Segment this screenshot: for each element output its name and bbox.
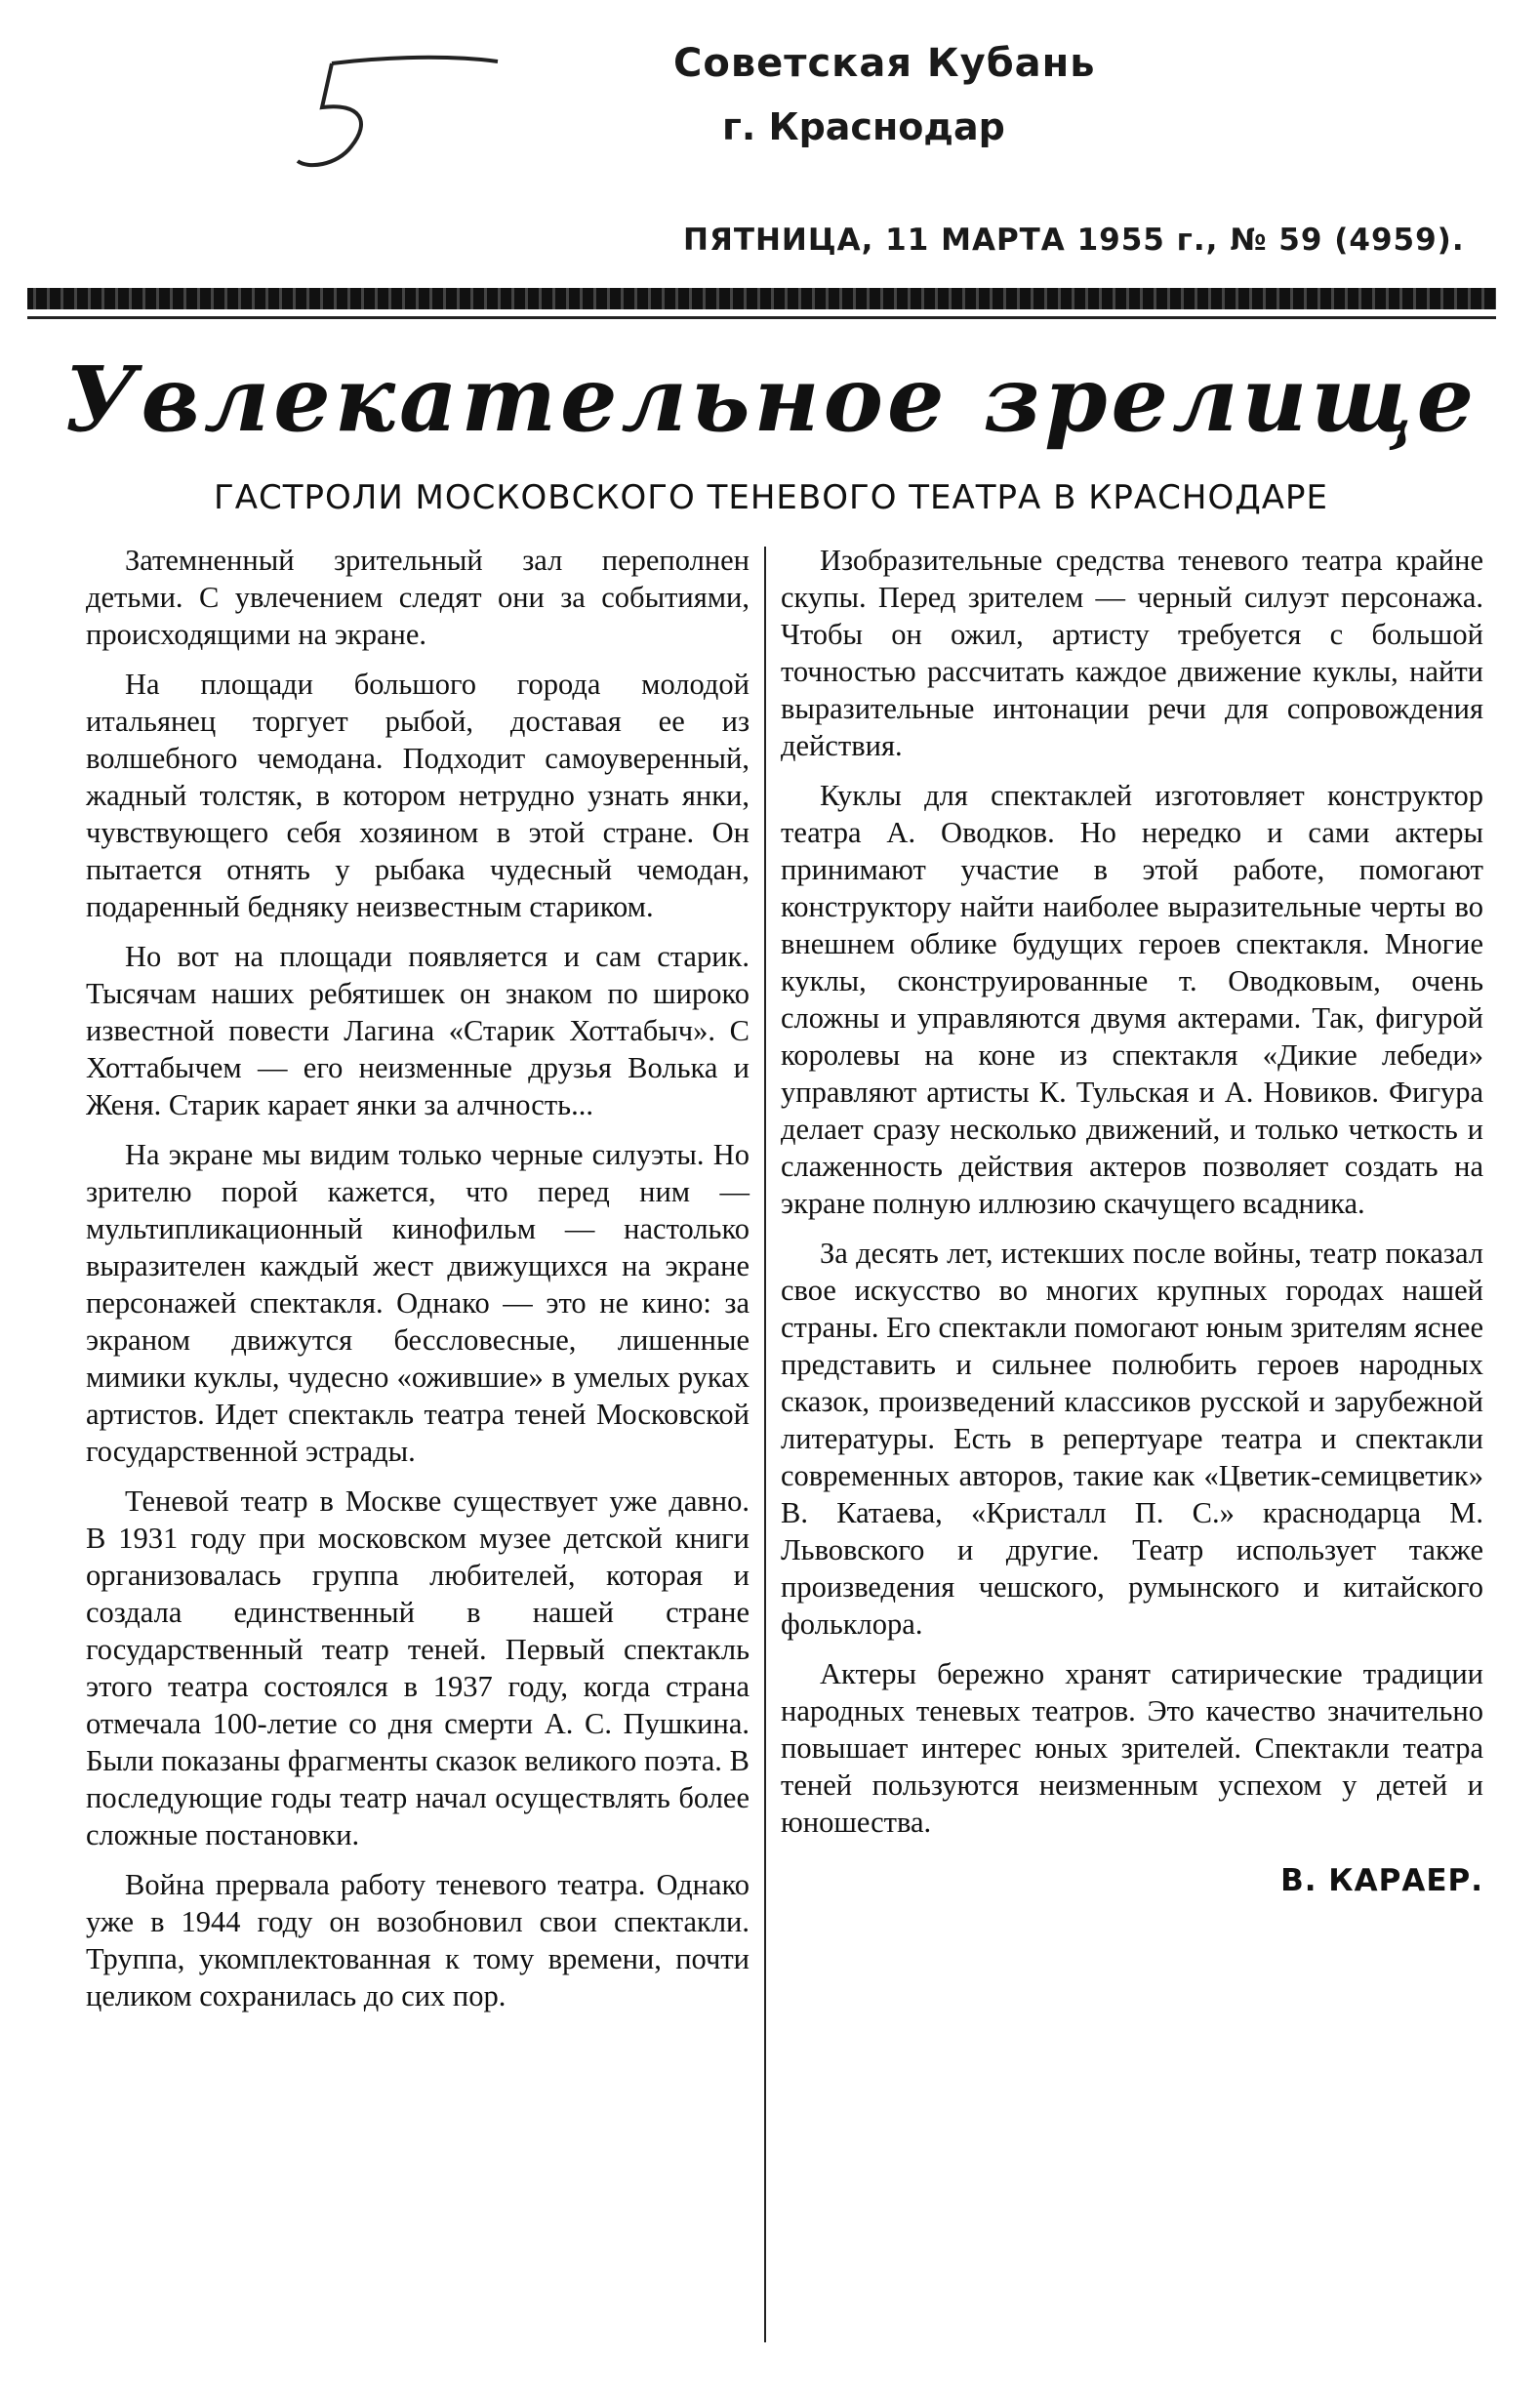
article-subheadline: ГАСТРОЛИ МОСКОВСКОГО ТЕНЕВОГО ТЕАТРА В КРАСНОДАРЕ: [213, 478, 1329, 517]
masthead-rule-thin: [27, 316, 1496, 319]
paragraph: На экране мы видим только черные силуэты. Но зрителю порой кажется, что перед ним — мультипликационный кинофильм — настолько выразителен каждый жест движущихся на экране персонажей спектакля. Однако — это не кино: за экраном движутся бессловесные, лишенные мимики куклы, чудесно «ожившие» в умелых руках артистов. Идет спектакль театра теней Московской государственной эстрады.: [86, 1138, 750, 1468]
issue-date-line: ПЯТНИЦА, 11 МАРТА 1955 г., № 59 (4959).: [683, 223, 1465, 258]
paragraph: Актеры бережно хранят сатирические традиции народных теневых театров. Это качество значительно повышает интерес юных зрителей. Спектакли театра теней пользуются неизменным успехом у детей и юношества.: [781, 1657, 1483, 1839]
paragraph: На площади большого города молодой итальянец торгует рыбой, доставая ее из волшебного чемодана. Подходит самоуверенный, жадный толстяк, в котором нетрудно узнать янки, чувствующего себя хозяином в этой стране. Он пытается отнять у рыбака чудесный чемодан, подаренный бедняку неизвестным стариком.: [86, 668, 750, 923]
right-column: [781, 542, 1483, 1899]
paragraph: Затемненный зрительный зал переполнен детьми. С увлечением следят они за событиями, происходящими на экране.: [86, 544, 750, 651]
paragraph: Война прервала работу теневого театра. Однако уже в 1944 году он возобновил свои спектакли. Труппа, укомплектованная к тому времени, почти целиком сохранилась до сих пор.: [86, 1868, 750, 2012]
paragraph: Но вот на площади появляется и сам старик. Тысячам наших ребятишек он знаком по широко известной повести Лагина «Старик Хоттабыч». С Хоттабычем — его неизменные друзья Волька и Женя. Старик карает янки за алчность...: [86, 940, 750, 1121]
newspaper-city: г. Краснодар: [722, 105, 1005, 148]
paragraph: Куклы для спектаклей изготовляет конструктор театра А. Оводков. Но нередко и сами актеры принимают участие в этой работе, помогают конструктору найти наиболее выразительные черты во внешнем облике будущих героев спектакля. Многие куклы, сконструированные т. Оводковым, очень сложны и управляются двумя актерами. Так, фигурой королевы на коне из спектакля «Дикие лебеди» управляют артисты К. Тульская и А. Новиков. Фигура делает сразу несколько движений, и только четкость и слаженность действия актеров позволяет создать на экране полную иллюзию скачущего всадника.: [781, 779, 1483, 1220]
author-signature: В. КАРАЕР.: [1280, 1863, 1483, 1898]
handwritten-mark: [293, 54, 507, 181]
paragraph: За десять лет, истекших после войны, театр показал свое искусство во многих крупных городах нашей страны. Его спектакли помогают юным зрителям яснее представить и сильнее полюбить героев народных сказок, произведений классиков русской и зарубежной литературы. Есть в репертуаре театра и спектакли современных авторов, такие как «Цветик-семицветик» В. Катаева, «Кристалл П. С.» краснодарца М. Львовского и другие. Театр использует также произведения чешского, румынского и китайского фольклора.: [781, 1237, 1483, 1641]
article-headline: Увлекательное зрелище: [63, 346, 1479, 452]
newspaper-name: Советская Кубань: [673, 41, 1096, 86]
left-column: [86, 542, 750, 2027]
paragraph: Изобразительные средства теневого театра крайне скупы. Перед зрителем — черный силуэт персонажа. Чтобы он ожил, артисту требуется с большой точностью рассчитать каждое движение куклы, найти выразительные интонации речи для сопровождения действия.: [781, 544, 1483, 762]
paragraph: Теневой театр в Москве существует уже давно. В 1931 году при московском музее детской книги организовалась группа любителей, которая и создала единственный в нашей стране государственный театр теней. Первый спектакль этого театра состоялся в 1937 году, когда страна отмечала 100-летие со дня смерти А. С. Пушкина. Были показаны фрагменты сказок великого поэта. В последующие годы театр начал осуществлять более сложные постановки.: [86, 1484, 750, 1851]
masthead-rule: [27, 288, 1496, 309]
column-divider: [764, 547, 766, 2342]
